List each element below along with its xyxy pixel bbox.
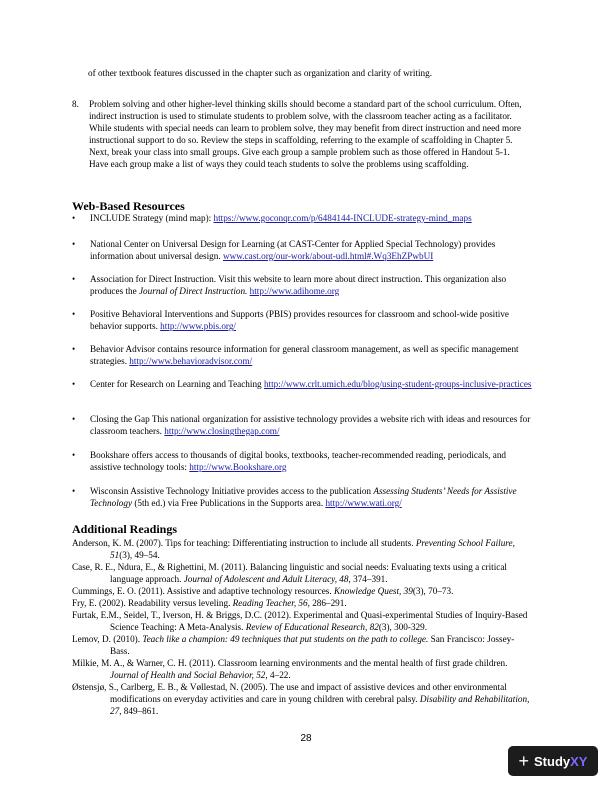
resource-text <box>90 238 532 262</box>
reference-list <box>72 537 532 717</box>
resource-description: Association for Direct Instruction. Visit this website to learn more about direct instruction. This organization also produces the <box>90 274 507 296</box>
resource-text <box>90 273 532 297</box>
resource-text <box>90 378 532 390</box>
resource-link[interactable]: http://www.pbis.org/ <box>160 321 236 331</box>
resource-item <box>72 212 532 224</box>
resource-italic: Journal of Direct Instruction. <box>138 286 248 296</box>
reference-text: Case, R. E., Ndura, E., & Righettini, M. (2011). Balancing linguistic and social needs: Evaluating texts using a critical language approach. <box>72 562 507 584</box>
reference-text: Lemov, D. (2010). <box>72 634 143 644</box>
resource-link[interactable]: www.cast.org/our-work/about-udl.html#.Wq3EhZPwbUI <box>222 251 434 261</box>
reference-source: Teach like a champion: 49 techniques that put students on the path to college. <box>142 634 429 644</box>
resource-link[interactable]: http://www.behavioradvisor.com/ <box>129 356 253 366</box>
resource-item <box>72 273 532 297</box>
bullet-icon: • <box>72 274 76 284</box>
bullet-icon: • <box>72 213 76 223</box>
reference-details: 286–291. <box>309 598 347 608</box>
resource-item <box>72 238 532 262</box>
reference-details: 4–22. <box>267 670 291 680</box>
reference-text: Furtak, E.M., Seidel, T., Iverson, H. & Briggs, D.C. (2012). Experimental and Quasi-experimental Studies of Inquiry-Based Science Teaching: A Meta-Analysis. <box>72 610 528 632</box>
reference-details: , 849–861. <box>119 706 159 716</box>
web-resources-heading: Web-Based Resources <box>72 199 185 213</box>
resource-link[interactable]: http://www.adihome.org <box>249 286 340 296</box>
reference-source: Review of Educational Research, 82 <box>245 622 379 632</box>
bullet-icon: • <box>72 379 76 389</box>
bullet-icon: • <box>72 414 76 424</box>
resource-description: INCLUDE Strategy (mind map): <box>90 213 214 223</box>
resource-text <box>90 212 532 224</box>
resource-link[interactable]: https://www.goconqr.com/p/6484144-INCLUDE-strategy-mind_maps <box>213 213 472 223</box>
resource-description: Positive Behavioral Interventions and Supports (PBIS) provides resources for classroom and school-wide positive behavior supports. <box>90 309 509 331</box>
logo-accent: XY <box>570 753 588 769</box>
resource-text <box>90 413 532 437</box>
resource-description: Wisconsin Assistive Technology Initiative provides access to the publication <box>90 486 374 496</box>
reference-text: Cummings, E. O. (2011). Assistive and adaptive technology resources. <box>72 586 334 596</box>
reference-source: Journal of Health and Social Behavior, 52, <box>110 670 268 680</box>
resource-description: Behavior Advisor contains resource information for general classroom management, as well as specific management strategies. <box>90 344 519 366</box>
resource-item <box>72 343 532 367</box>
reference-details: , 374–391. <box>348 574 388 584</box>
reference-source: Reading Teacher, 56, <box>232 598 310 608</box>
resource-link[interactable]: http://www.Bookshare.org <box>189 462 287 472</box>
bullet-icon: • <box>72 239 76 249</box>
reference-entry <box>72 633 532 657</box>
resource-link[interactable]: http://www.closingthegap.com/ <box>164 426 280 436</box>
reference-details: San Francisco: Jossey-Bass. <box>110 634 515 656</box>
reference-source: Disability and Rehabilitation, 27 <box>110 694 530 716</box>
reference-details: (3), 49–54. <box>119 550 160 560</box>
resource-description: Bookshare offers access to thousands of digital books, textbooks, teacher-recommended reading, periodicals, and assistive technology tools: <box>90 450 507 472</box>
resource-text <box>90 308 532 332</box>
reference-text: Fry, E. (2002). Readability versus leveling. <box>72 598 233 608</box>
list-item-8 <box>72 98 530 170</box>
resource-item <box>72 413 532 437</box>
reference-entry <box>72 657 532 681</box>
resource-description: National Center on Universal Design for Learning (at CAST-Center for Applied Special Technology) provides information about universal design. <box>90 239 496 261</box>
studyxy-logo <box>508 746 598 776</box>
bullet-icon: • <box>72 450 76 460</box>
reference-details: (3), 70–73. <box>412 586 454 596</box>
bullet-icon: • <box>72 486 76 496</box>
resource-description: Center for Research on Learning and Teaching <box>90 379 264 389</box>
reference-source: Journal of Adolescent and Adult Literacy, 48 <box>183 574 349 584</box>
reference-entry <box>72 561 532 585</box>
additional-readings-heading: Additional Readings <box>72 522 178 536</box>
reference-text: Østensjø, S., Carlberg, E. B., & Vøllestad, N. (2005). The use and impact of assistive devices and other environmental modifications on everyday activities and care in young children with cerebral palsy. <box>72 682 507 704</box>
bullet-icon: • <box>72 344 76 354</box>
list-number: 8. <box>72 99 79 109</box>
resource-link[interactable]: http://www.wati.org/ <box>325 498 402 508</box>
logo-text: Study <box>534 753 571 769</box>
reference-text: Milkie, M. A., & Warner, C. H. (2011). Classroom learning environments and the mental health of first grade children. <box>72 658 508 668</box>
resource-item <box>72 378 532 390</box>
reference-entry <box>72 609 532 633</box>
reference-entry <box>72 681 532 717</box>
resource-text <box>90 485 532 509</box>
reference-text: Anderson, K. M. (2007). Tips for teaching: Differentiating instruction to include all students. <box>72 538 416 548</box>
reference-details: (3), 300-329. <box>378 622 428 632</box>
reference-entry <box>72 597 532 609</box>
intro-paragraph: of other textbook features discussed in the chapter such as organization and clarity of writing. <box>88 68 433 78</box>
resource-text <box>90 343 532 367</box>
resource-description: Closing the Gap This national organization for assistive technology provides a website rich with ideas and resources for classroom teachers. <box>90 414 531 436</box>
resource-item <box>72 485 532 509</box>
page-number: 28 <box>300 733 312 744</box>
reference-source: Knowledge Quest, 39 <box>333 586 413 596</box>
resource-description: (5th ed.) via Free Publications in the Supports area. <box>132 498 326 508</box>
list-item-text: Problem solving and other higher-level thinking skills should become a standard part of the school curriculum. Often, indirect instruction is used to stimulate students to problem solve, with the classroom teacher acting as a facilitator. While students with special needs can learn to problem solve, they may benefit from direct instruction and need more instructional support to do so. Review the steps in scaffolding, referring to the example of scaffolding in Chapter 5. Next, break your class into small groups. Give each group a sample problem such as those offered in Handout 5-1. Have each group make a list of ways they could teach students to solve the problems using scaffolding. <box>89 99 522 169</box>
resource-italic: Assessing Students’ Needs for Assistive Technology <box>90 486 517 508</box>
resource-link[interactable]: http://www.crlt.umich.edu/blog/using-student-groups-inclusive-practices <box>263 379 532 389</box>
resource-text <box>90 449 532 473</box>
reference-entry <box>72 585 532 597</box>
bullet-icon: • <box>72 309 76 319</box>
resource-item <box>72 308 532 332</box>
resource-item <box>72 449 532 473</box>
reference-source: Preventing School Failure, 51 <box>110 538 515 560</box>
reference-entry <box>72 537 532 561</box>
plus-icon: + <box>518 750 530 771</box>
